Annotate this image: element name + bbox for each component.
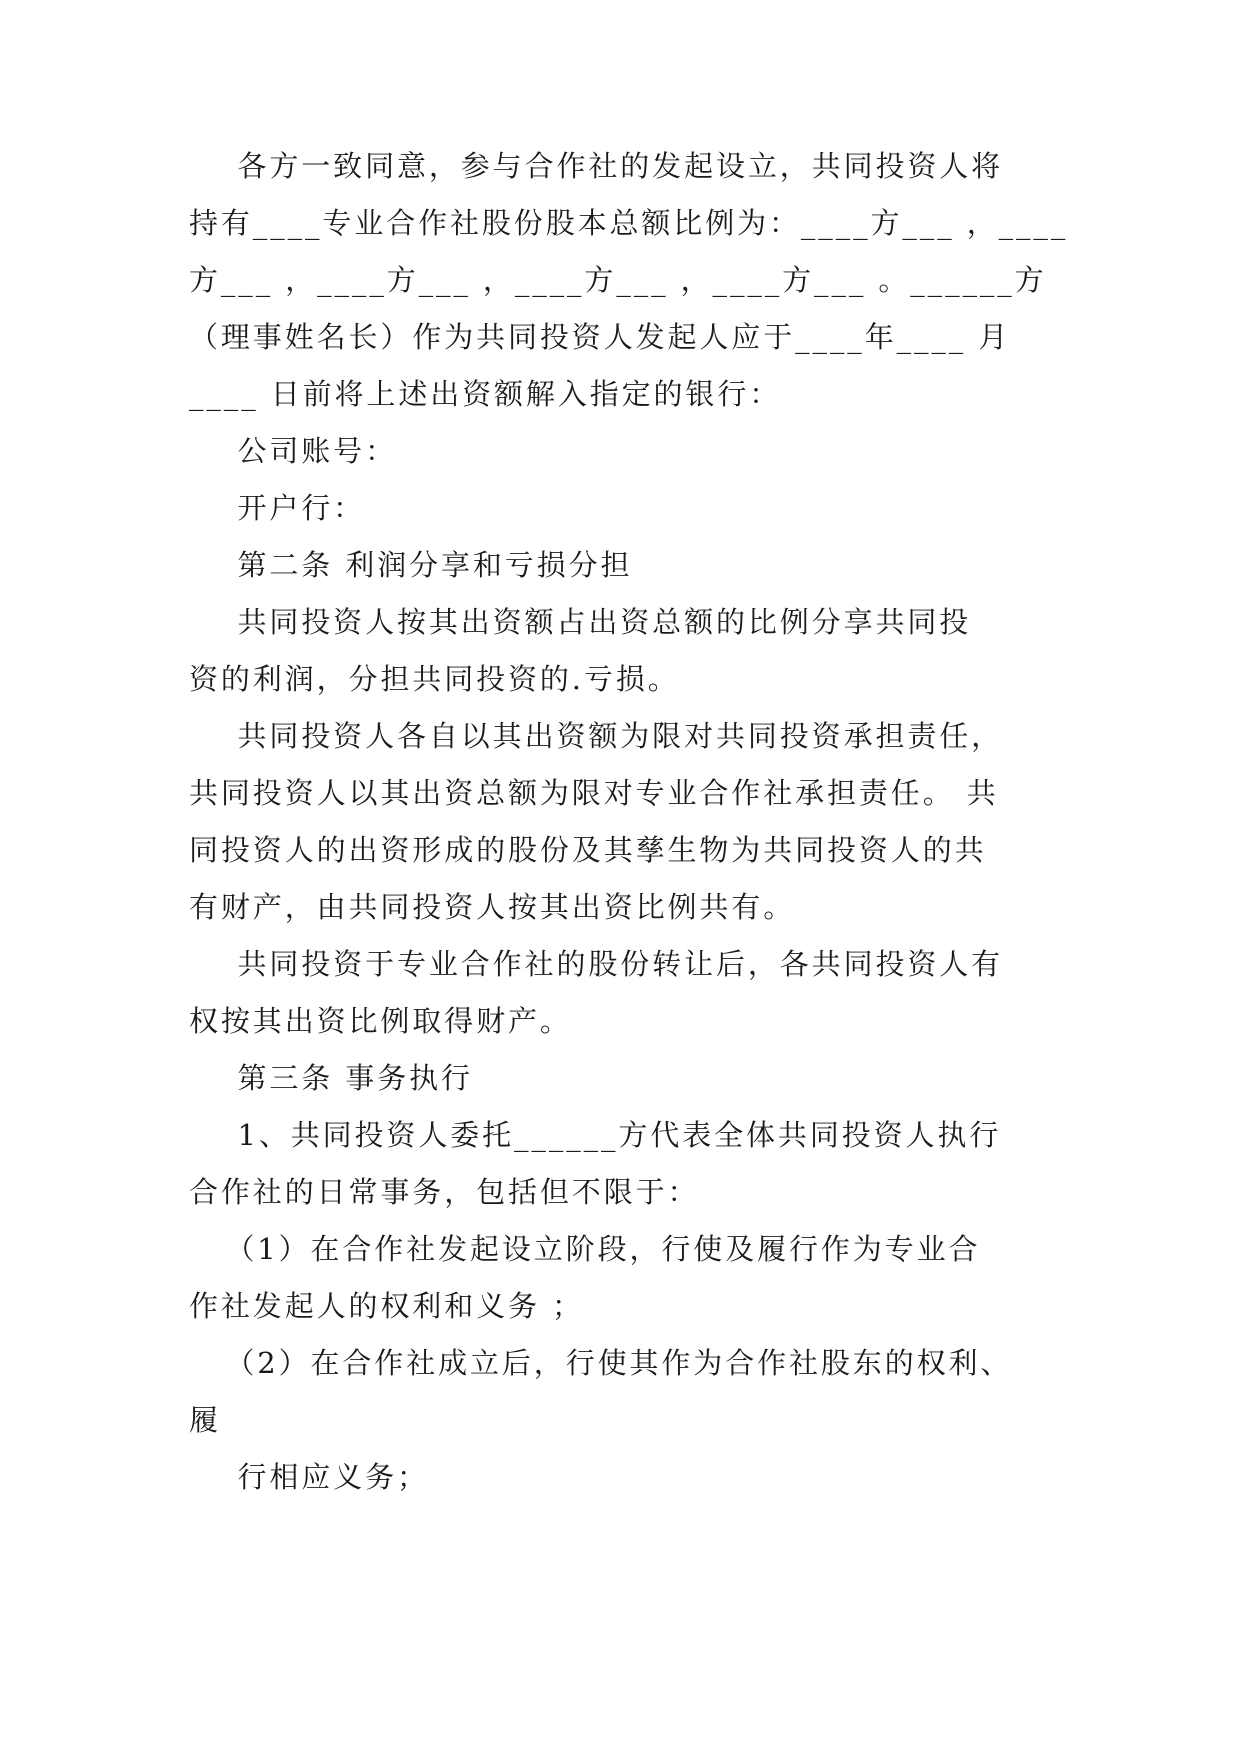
text-line: 公司账号： xyxy=(189,434,397,468)
text-line: 资的利润，分担共同投资的.亏损。 xyxy=(189,662,680,696)
text-line: 持有____专业合作社股份股本总额比例为：____方___ ，____ xyxy=(189,206,1069,240)
text-line: （理事姓名长）作为共同投资人发起人应于____年____ 月 xyxy=(189,320,1011,354)
text-line: 有财产，由共同投资人按其出资比例共有。 xyxy=(189,890,796,924)
text-line: 方___ ，____方___ ，____方___ ，____方___ 。______方 xyxy=(189,263,1047,297)
text-line: 各方一致同意，参与合作社的发起设立，共同投资人将 xyxy=(189,149,1004,183)
text-line: 合作社的日常事务，包括但不限于： xyxy=(189,1175,700,1209)
text-line: 同投资人的出资形成的股份及其孳生物为共同投资人的共 xyxy=(189,833,987,867)
section-heading: 第三条 事务执行 xyxy=(189,1061,473,1095)
text-line: 作社发起人的权利和义务 ； xyxy=(189,1289,584,1323)
text-line: ____ 日前将上述出资额解入指定的银行： xyxy=(189,377,782,411)
text-line: 共同投资人各自以其出资额为限对共同投资承担责任， xyxy=(189,719,1004,753)
text-line: 行相应义务； xyxy=(189,1460,429,1494)
text-line: 履 xyxy=(189,1403,221,1437)
text-line: 开户行： xyxy=(189,491,366,525)
text-line: （2）在合作社成立后，行使其作为合作社股东的权利、 xyxy=(189,1346,1013,1380)
text-line: （1）在合作社发起设立阶段，行使及履行作为专业合 xyxy=(189,1232,981,1266)
text-line: 权按其出资比例取得财产。 xyxy=(189,1004,572,1038)
text-line: 共同投资人按其出资额占出资总额的比例分享共同投 xyxy=(189,605,972,639)
text-line: 1、共同投资人委托______方代表全体共同投资人执行 xyxy=(189,1118,1002,1152)
text-line: 共同投资人以其出资总额为限对专业合作社承担责任。 共 xyxy=(189,776,999,810)
text-line: 共同投资于专业合作社的股份转让后，各共同投资人有 xyxy=(189,947,1004,981)
section-heading: 第二条 利润分享和亏损分担 xyxy=(189,548,633,582)
